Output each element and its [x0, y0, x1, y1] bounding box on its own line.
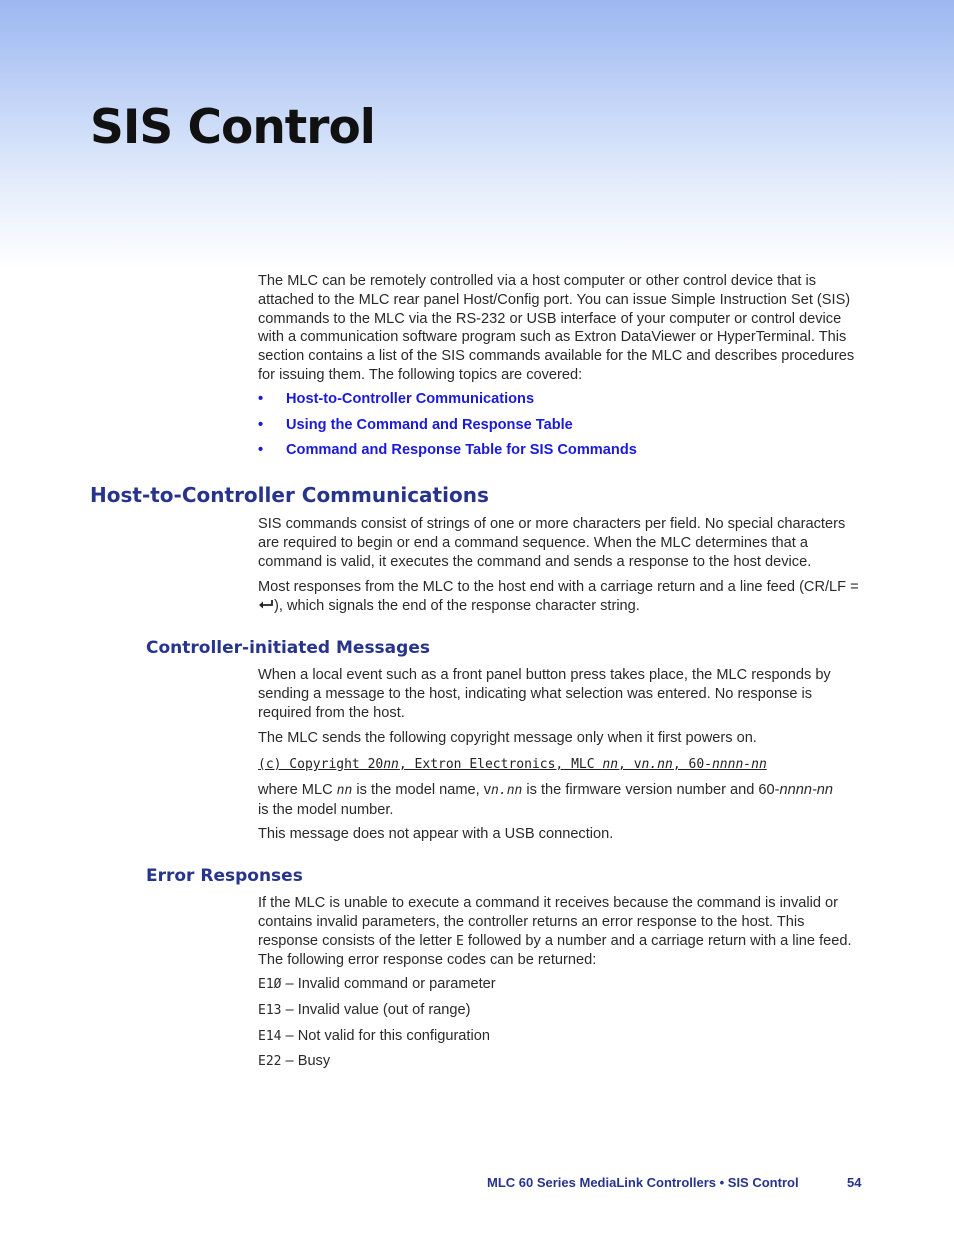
error-code-item [258, 1053, 330, 1069]
bullet-icon: • [258, 391, 264, 407]
version-var: n.nn [491, 783, 523, 798]
error-code: E13 [258, 1003, 282, 1018]
error-code-item [258, 1028, 490, 1044]
section-heading-host: Host-to-Controller Communications [90, 483, 489, 507]
copyright-var: nn [383, 757, 399, 772]
enter-arrow-icon [258, 598, 274, 617]
model-var: nn [336, 783, 353, 798]
where-text: is the model number. [258, 801, 394, 818]
copyright-text: , v [618, 757, 642, 772]
error-desc: – Invalid value (out of range) [281, 1002, 471, 1018]
page-number: 54 [847, 1175, 862, 1190]
controller-paragraph-3 [258, 781, 864, 820]
copyright-message [258, 757, 767, 772]
section-heading-errors: Error Responses [146, 866, 303, 886]
error-text: followed by a number and a carriage return with a line feed. The following error response codes can be returned: [258, 932, 852, 969]
error-desc: – Invalid command or parameter [281, 976, 496, 992]
where-text: where MLC [258, 782, 337, 798]
host-paragraph-2 [258, 578, 864, 617]
copyright-text: , 60- [672, 757, 712, 772]
error-paragraph-1 [258, 894, 864, 970]
section-heading-controller: Controller-initiated Messages [146, 638, 430, 658]
page-title: SIS Control [90, 100, 375, 155]
error-code: E1Ø [258, 977, 282, 992]
error-code-item [258, 1002, 471, 1018]
copyright-var: nn [602, 757, 619, 772]
footer-text: MLC 60 Series MediaLink Controllers • SIS Control [487, 1175, 799, 1190]
topic-link-label[interactable]: Command and Response Table for SIS Commands [286, 442, 637, 458]
intro-paragraph: The MLC can be remotely controlled via a host computer or other control device that is attached to the MLC rear panel Host/Config port. You can issue Simple Instruction Set (SIS) commands to the MLC via the RS-232 or USB interface of your computer or control device with a communication software program such as Extron DataViewer or HyperTerminal. This section contains a list of the SIS commands available for the MLC and describes procedures for issuing them. The following topics are covered: [258, 273, 855, 383]
copyright-text: (c) Copyright 20 [258, 757, 384, 772]
controller-paragraph-1: When a local event such as a front panel button press takes place, the MLC responds by sending a message to the host, indicating what selection was entered. No response is required from the host. [258, 667, 831, 721]
bullet-icon: • [258, 417, 264, 433]
host-p2-start: Most responses from the MLC to the host end with a carriage return and a line feed (CR/LF = [258, 579, 859, 595]
topic-link-label[interactable]: Using the Command and Response Table [286, 417, 573, 433]
error-letter: E [455, 933, 464, 949]
where-text: is the firmware version number and 60- [522, 782, 780, 798]
error-code-item [258, 976, 496, 992]
controller-paragraph-2: The MLC sends the following copyright message only when it first powers on. [258, 730, 757, 746]
bullet-icon: • [258, 442, 264, 458]
error-desc: – Busy [281, 1053, 331, 1069]
part-var: nnnn-nn [779, 782, 834, 798]
host-paragraph-1: SIS commands consist of strings of one or more characters per field. No special characters are required to begin or end a command sequence. When the MLC determines that a command is valid, it executes the command and sends a response to the host device. [258, 516, 846, 570]
copyright-var: n.nn [641, 757, 673, 772]
where-text: is the model name, v [352, 782, 492, 798]
error-text: If the MLC is unable to execute a command it receives because the command is invalid or contains invalid parameters, the controller returns an error response to the host. This response consists of the letter [258, 895, 838, 949]
error-code: E14 [258, 1029, 282, 1044]
copyright-text: , Extron Electronics, MLC [398, 757, 603, 772]
topic-link-command-table[interactable] [258, 442, 637, 458]
topic-link-using-table[interactable] [258, 417, 573, 433]
topic-link-label[interactable]: Host-to-Controller Communications [286, 391, 535, 407]
copyright-var: nnnn-nn [711, 757, 767, 772]
topic-link-host-to-controller[interactable] [258, 391, 534, 407]
error-code: E22 [258, 1054, 282, 1069]
error-desc: – Not valid for this configuration [281, 1028, 490, 1044]
controller-paragraph-4: This message does not appear with a USB connection. [258, 826, 614, 842]
host-p2-end: ), which signals the end of the response character string. [274, 597, 640, 614]
